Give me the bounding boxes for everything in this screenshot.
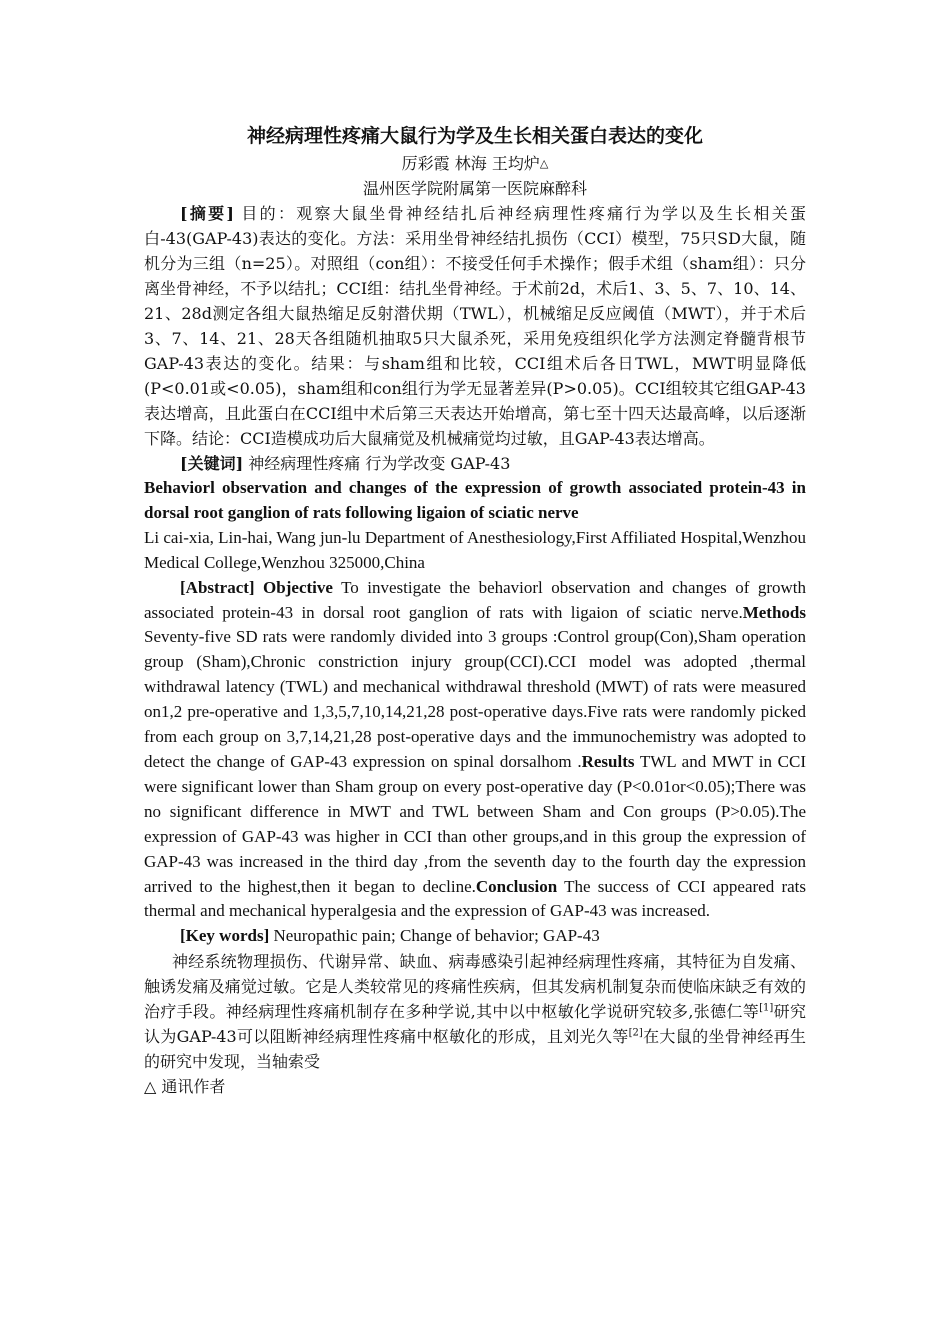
- authors-en: Li cai-xia, Lin-hai, Wang jun-lu Department of Anesthesiology,First Affiliated Hospital,Wenzhou Medical College,Wenzhou 325000,China: [144, 527, 806, 572]
- title-en: Behaviorl observation and changes of the expression of growth associated protein-43 in dorsal root ganglion of rats following ligaion of sciatic nerve: [144, 478, 806, 522]
- corresponding-author-mark: △: [539, 157, 549, 170]
- authors-zh-names: 厉彩霞 林海 王均炉: [401, 154, 540, 173]
- objective-text: To investigate the behaviorl observation and changes of growth associated protein-43 in dorsal root ganglion of rats with ligaion of sciatic nerve.: [144, 577, 807, 622]
- keywords-en-text: Neuropathic pain; Change of behavior; GAP-43: [269, 926, 600, 946]
- citation-ref-1: [1]: [759, 1002, 774, 1014]
- footnote-corresponding-author: △ 通讯作者: [144, 1077, 226, 1097]
- keywords-en-label: [Key words]: [180, 926, 270, 946]
- authors-zh: [144, 151, 806, 176]
- results-text: TWL and MWT in CCI were significant lower than Sham group on every post-operative day (P<0.01or<0.05);There was no significant difference in MWT and TWL between Sham and Con groups (P>0.05).The expression of GAP-43 was higher in CCI than other groups,and in this group the expression of GAP-43 was increased in the third day ,from the seventh day to the fourth day the expression arrived to the highest,then it began to decline.: [144, 751, 806, 896]
- paper-title: 神经病理性疼痛大鼠行为学及生长相关蛋白表达的变化: [246, 125, 703, 147]
- paper-page: [144, 121, 806, 1099]
- body-text-2: 研究认为GAP-43可以阻断神经病理性疼痛中枢敏化的形成，且刘光久等: [144, 1002, 806, 1047]
- keywords-zh-label: [关键词]: [180, 454, 244, 473]
- body-paragraph: [144, 949, 806, 1074]
- conclusion-label: Conclusion: [475, 876, 558, 896]
- body-text-3: 在大鼠的坐骨神经再生的研究中发现，当轴索受: [144, 1027, 806, 1072]
- methods-text: Seventy-five SD rats were randomly divided into 3 groups :Control group(Con),Sham operation group (Sham),Chronic constriction injury group(CCI).CCI model was adopted ,thermal withdrawal latency (TWL) and mechanical withdrawal threshold (MWT) of rats were measured on1,2 pre-operative and 1,3,5,7,10,14,21,28 post-operative days.Five rats were randomly picked from each group on 3,7,14,21,28 post-operative days and the immunochemistry was adopted to detect the change of GAP-43 expression on spinal dorsalhom .: [144, 627, 806, 771]
- results-label: Results: [581, 751, 635, 771]
- keywords-zh: [144, 451, 806, 476]
- abstract-en-label: [Abstract]: [180, 577, 255, 597]
- abstract-en: [144, 576, 806, 925]
- keywords-en: [144, 924, 806, 949]
- citation-ref-2: [2]: [628, 1027, 643, 1039]
- abstract-zh-label: [摘要]: [180, 204, 235, 223]
- abstract-zh-text: 目的：观察大鼠坐骨神经结扎后神经病理性疼痛行为学以及生长相关蛋白-43(GAP-43)表达的变化。方法：采用坐骨神经结扎损伤（CCI）模型，75只SD大鼠，随机分为三组（n=25）。对照组（con组）：不接受任何手术操作；假手术组（sham组）：只分离坐骨神经，不予以结扎；CCI组：结扎坐骨神经。于术前2d，术后1、3、5、7、10、14、21、28d测定各组大鼠热缩足反射潜伏期（TWL），机械缩足反应阈值（MWT），并于术后3、7、14、21、28天各组随机抽取5只大鼠杀死，采用免疫组织化学方法测定脊髓背根节GAP-43表达的变化。结果：与sham组和比较，CCI组术后各日TWL，MWT明显降低(P<0.01或<0.05)，sham组和con组行为学无显著差异(P>0.05)。CCI组较其它组GAP-43表达增高，且此蛋白在CCI组中术后第三天表达开始增高，第七至十四天达最高峰，以后逐渐下降。结论：CCI造模成功后大鼠痛觉及机械痛觉均过敏，且GAP-43表达增高。: [144, 204, 806, 448]
- abstract-zh: [144, 201, 806, 451]
- conclusion-text: The success of CCI appeared rats thermal and mechanical hyperalgesia and the expression of GAP-43 was increased.: [144, 876, 806, 921]
- objective-label: Objective: [254, 577, 333, 597]
- methods-label: Methods: [742, 602, 806, 622]
- affiliation-zh: 温州医学院附属第一医院麻醉科: [362, 179, 587, 198]
- keywords-zh-text: 神经病理性疼痛 行为学改变 GAP-43: [243, 454, 511, 473]
- body-text-1: 神经系统物理损伤、代谢异常、缺血、病毒感染引起神经病理性疼痛，其特征为自发痛、触诱发痛及痛觉过敏。它是人类较常见的疼痛性疾病，但其发病机制复杂而使临床缺乏有效的治疗手段。神经病理性疼痛机制存在多种学说,其中以中枢敏化学说研究较多,张德仁等: [144, 952, 806, 1022]
